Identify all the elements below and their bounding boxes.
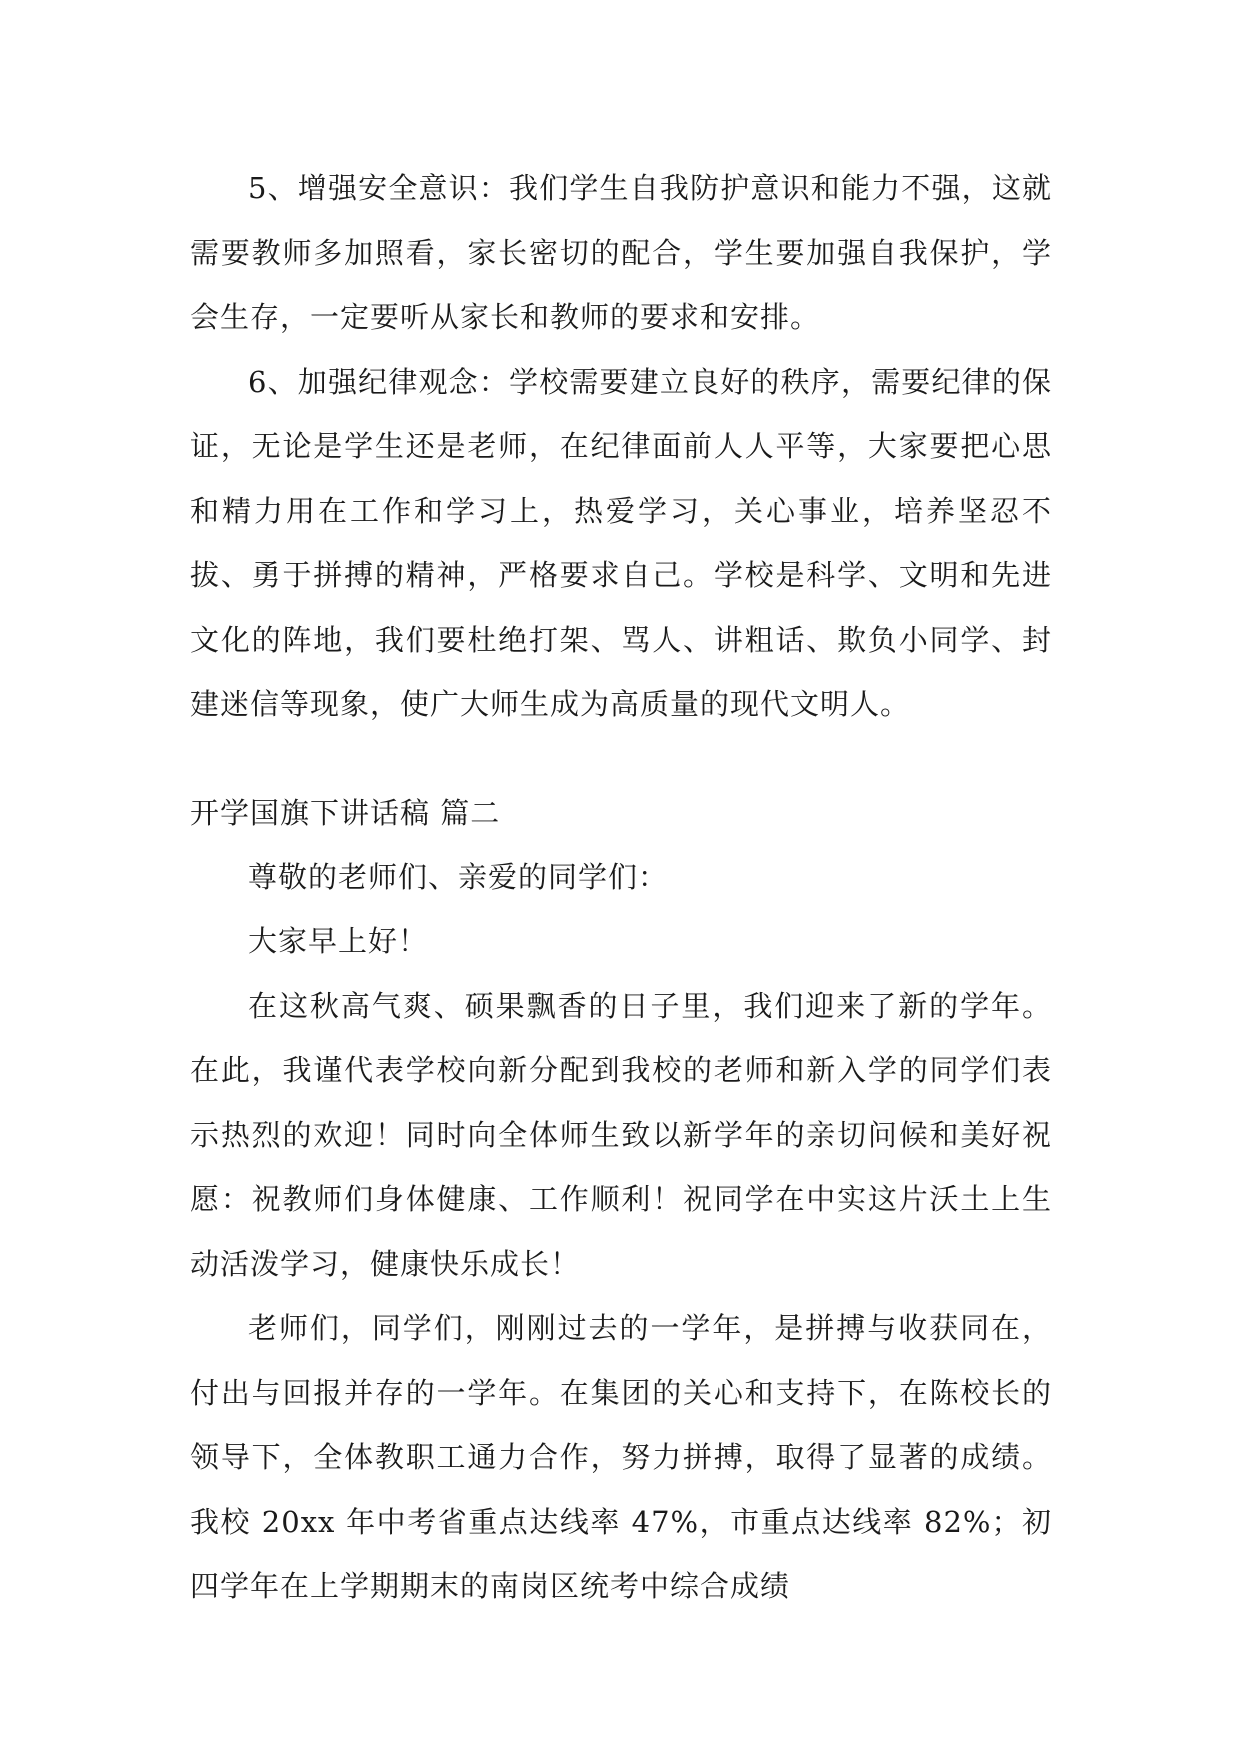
paragraph-discipline: 6、加强纪律观念：学校需要建立良好的秩序，需要纪律的保证，无论是学生还是老师，在纪律面前人人平等，大家要把心思和精力用在工作和学习上，热爱学习，关心事业，培养坚忍不拔、勇于拼搏的精神，严格要求自己。学校是科学、文明和先进文化的阵地，我们要杜绝打架、骂人、讲粗话、欺负小同学、封建迷信等现象，使广大师生成为高质量的现代文明人。 [190,364,1052,721]
paragraph-safety-awareness: 5、增强安全意识：我们学生自我防护意识和能力不强，这就需要教师多加照看，家长密切的配合，学生要加强自我保护，学会生存，一定要听从家长和教师的要求和安排。 [190,171,1052,334]
paragraph-new-school-year: 在这秋高气爽、硕果飘香的日子里，我们迎来了新的学年。在此，我谨代表学校向新分配到我校的老师和新入学的同学们表示热烈的欢迎！同时向全体师生致以新学年的亲切问候和美好祝愿：祝教师们身体健康、工作顺利！祝同学在中实这片沃土上生动活泼学习，健康快乐成长！ [190,988,1052,1281]
paragraph-achievements: 老师们，同学们，刚刚过去的一学年，是拼搏与收获同在，付出与回报并存的一学年。在集团的关心和支持下，在陈校长的领导下，全体教职工通力合作，努力拼搏，取得了显著的成绩。我校 20xx 年中考省重点达线率 47%，市重点达线率 82%；初四学年在上学期期末的南岗区统考中综合成绩 [190,1311,1052,1603]
section-title: 开学国旗下讲话稿 篇二 [190,795,501,830]
paragraph-greeting: 大家早上好！ [248,924,429,958]
document-page [190,156,1052,1619]
paragraph-salutation: 尊敬的老师们、亲爱的同学们： [248,859,669,894]
